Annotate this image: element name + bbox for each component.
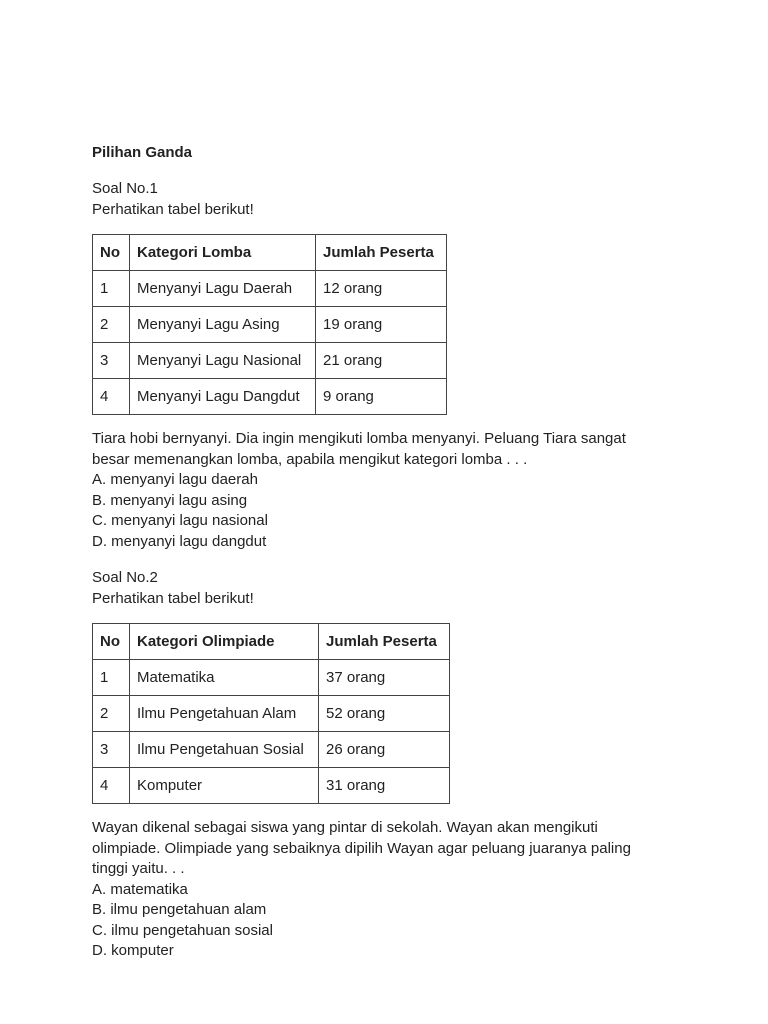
table-row [93,768,450,804]
table-cell: 2 [93,307,130,343]
table-cell: Komputer [130,768,319,804]
answer-option: D. komputer [92,942,174,959]
table-cell: 19 orang [316,307,447,343]
table-cell: 52 orang [319,696,450,732]
column-header: No [93,235,130,271]
question-1 [92,179,692,552]
question-number: Soal No.1 [92,180,158,197]
answer-option: D. menyanyi lagu dangdut [92,532,267,550]
table-row [93,307,447,343]
question-table [92,234,447,415]
section-title: Pilihan Ganda [92,144,193,161]
document-body [92,143,692,962]
answer-option: B. menyanyi lagu asing [92,491,248,509]
table-cell: Menyanyi Lagu Daerah [130,271,316,307]
table-cell: Ilmu Pengetahuan Alam [130,696,319,732]
question-text-line: tinggi yaitu. . . [92,860,185,877]
table-cell: Matematika [130,660,319,696]
table-cell: Menyanyi Lagu Nasional [130,343,316,379]
question-text-line: besar memenangkan lomba, apabila mengikut kategori lomba . . . [92,450,528,468]
column-header: Jumlah Peserta [319,624,450,660]
answer-option: A. matematika [92,880,188,898]
question-text-line: Wayan dikenal sebagai siswa yang pintar di sekolah. Wayan akan mengikuti [92,819,598,836]
table-header-row [93,624,450,660]
question-table [92,623,450,804]
table-cell: 21 orang [316,343,447,379]
table-cell: 1 [93,660,130,696]
answer-option: A. menyanyi lagu daerah [92,471,258,488]
table-row [93,696,450,732]
table-cell: Ilmu Pengetahuan Sosial [130,732,319,768]
question-text-line: olimpiade. Olimpiade yang sebaiknya dipilih Wayan agar peluang juaranya paling [92,839,631,857]
table-cell: Menyanyi Lagu Dangdut [130,379,316,415]
table-cell: 37 orang [319,660,450,696]
table-row [93,271,447,307]
question-number: Soal No.2 [92,569,158,586]
column-header: Kategori Lomba [130,235,316,271]
question-intro: Perhatikan tabel berikut! [92,589,254,607]
table-cell: 26 orang [319,732,450,768]
question-intro: Perhatikan tabel berikut! [92,200,254,218]
question-text-line: Tiara hobi bernyanyi. Dia ingin mengikuti lomba menyanyi. Peluang Tiara sangat [92,430,626,447]
column-header: Kategori Olimpiade [130,624,319,660]
table-header-row [93,235,447,271]
answer-option: B. ilmu pengetahuan alam [92,901,267,918]
table-cell: 4 [93,768,130,804]
table-cell: Menyanyi Lagu Asing [130,307,316,343]
table-row [93,660,450,696]
question-2 [92,568,692,962]
table-cell: 3 [93,732,130,768]
column-header: Jumlah Peserta [316,235,447,271]
table-cell: 9 orang [316,379,447,415]
table-cell: 31 orang [319,768,450,804]
table-cell: 1 [93,271,130,307]
column-header: No [93,624,130,660]
table-row [93,732,450,768]
table-row [93,379,447,415]
answer-option: C. menyanyi lagu nasional [92,512,268,529]
table-row [93,343,447,379]
table-cell: 2 [93,696,130,732]
table-cell: 12 orang [316,271,447,307]
table-cell: 4 [93,379,130,415]
table-cell: 3 [93,343,130,379]
answer-option: C. ilmu pengetahuan sosial [92,921,273,939]
